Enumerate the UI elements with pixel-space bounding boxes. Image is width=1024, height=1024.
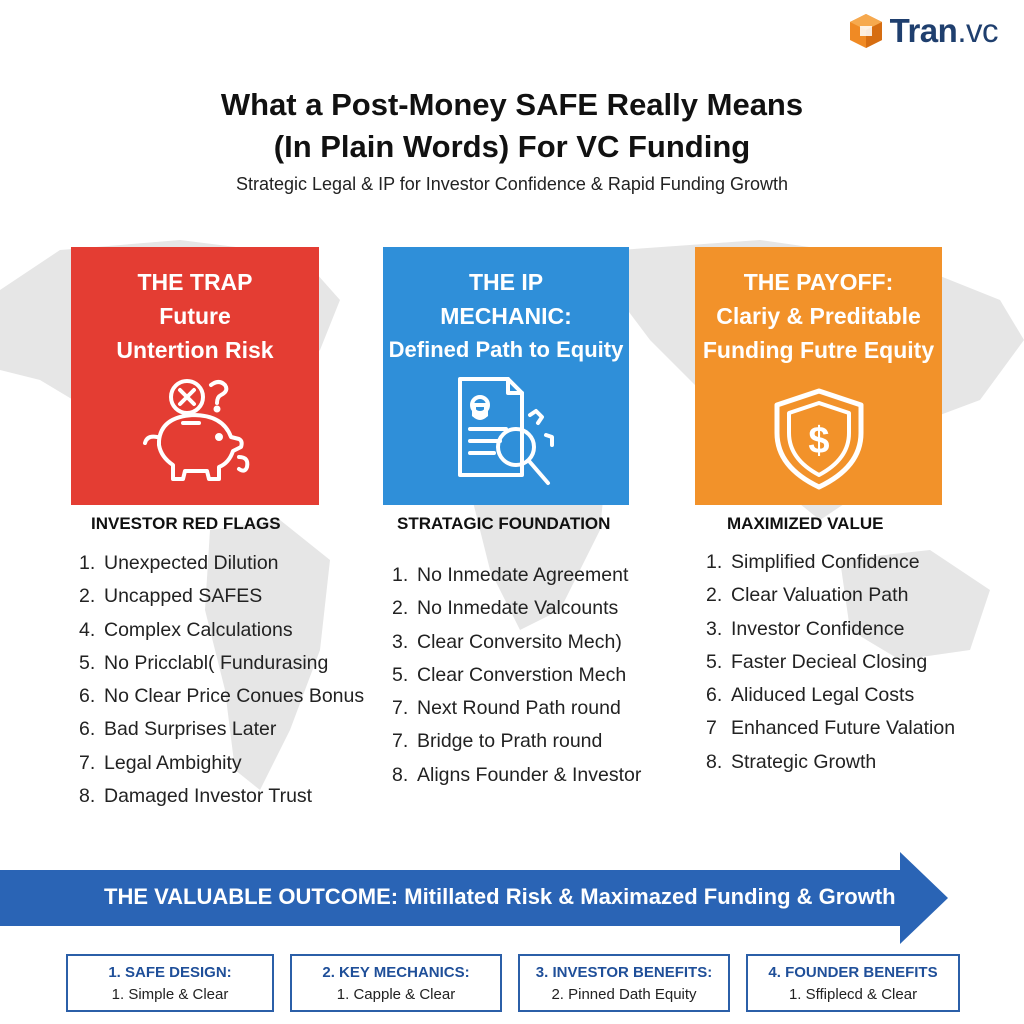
list-maximized-value (706, 546, 955, 779)
list-item: 3. Clear Conversito Mech) (392, 630, 622, 653)
list-red-flags (79, 547, 364, 813)
list-item: 7. Bridge to Prath round (392, 730, 603, 753)
title-line-1: What a Post-Money SAFE Really Means (220, 87, 804, 122)
box-title: 2. KEY MECHANICS: (322, 964, 470, 981)
summary-box-key-mechanics (290, 954, 502, 1012)
list-item: 1. Simplified Confidence (706, 551, 920, 573)
page-title (0, 84, 1024, 168)
banner-text: THE VALUABLE OUTCOME: Mitillated Risk & Maximazed Funding & Growth (104, 884, 896, 909)
list-item: 2. Clear Valuation Path (706, 584, 909, 607)
card-heading-line: Funding Futre Equity (702, 337, 935, 363)
logo-name: Tran (889, 12, 958, 49)
box-title: 3. INVESTOR BENEFITS: (535, 964, 713, 981)
list-foundation (392, 559, 641, 792)
box-title: 4. FOUNDER BENEFITS (768, 964, 938, 981)
list-item: 8. Aligns Founder & Investor (392, 763, 642, 786)
cube-logo-icon (848, 12, 884, 50)
logo-wordmark (890, 12, 998, 50)
outcome-arrow-banner (0, 852, 960, 944)
dollar-shield-icon (769, 387, 869, 491)
summary-box-founder-benefits (746, 954, 960, 1012)
list-item: 5. No Pricclabl( Fundurasing (79, 651, 329, 674)
card-heading-line: THE PAYOFF: (743, 269, 894, 295)
document-magnifier-gear-icon (446, 375, 566, 491)
card-heading-line: Clariy & Preditable (716, 303, 921, 329)
list-item: 5. Faster Decieal Closing (706, 650, 928, 673)
card-heading-line: MECHANIC: (440, 303, 572, 329)
list-item: 8. Strategic Growth (706, 750, 877, 773)
list-item: 8. Damaged Investor Trust (79, 785, 313, 808)
card-heading-line: Defined Path to Equity (388, 337, 624, 362)
column-heading-foundation: STRATAGIC FOUNDATION (397, 514, 611, 533)
list-item: 6. No Clear Price Conues Bonus (79, 685, 365, 708)
list-item: 1. Unexpected Dilution (79, 552, 279, 574)
list-item: 7 Enhanced Future Valation (706, 717, 956, 740)
list-item: 2. Uncapped SAFES (79, 585, 263, 608)
card-heading-line: Future (159, 303, 231, 329)
list-item: 3. Investor Confidence (706, 617, 905, 640)
title-line-2: (In Plain Words) For VC Funding (273, 129, 751, 164)
box-subtitle: 1. Sffiplecd & Clear (788, 986, 918, 1003)
column-heading-maximized-value: MAXIMIZED VALUE (727, 514, 884, 533)
list-item: 7. Legal Ambighity (79, 751, 242, 774)
piggy-bank-x-icon (135, 375, 255, 485)
card-heading-line: Untertion Risk (116, 337, 274, 363)
column-heading-red-flags: INVESTOR RED FLAGS (91, 514, 281, 533)
svg-text:$: $ (807, 420, 830, 462)
card-heading-line: THE IP (468, 269, 544, 295)
page-subtitle: Strategic Legal & IP for Investor Confidence & Rapid Funding Growth (236, 174, 788, 194)
summary-box-safe-design (66, 954, 274, 1012)
box-subtitle: 1. Simple & Clear (111, 986, 229, 1003)
list-item: 2. No Inmedate Valcounts (392, 597, 619, 620)
list-item: 6. Aliduced Legal Costs (706, 684, 915, 707)
card-heading-line: THE TRAP (137, 269, 253, 295)
list-item: 7. Next Round Path round (392, 697, 621, 720)
summary-box-investor-benefits (518, 954, 730, 1012)
list-item: 5. Clear Converstion Mech (392, 663, 627, 686)
box-subtitle: 2. Pinned Dath Equity (551, 986, 697, 1003)
list-item: 4. Complex Calculations (79, 618, 293, 641)
logo-suffix: .vc (957, 12, 998, 49)
list-item: 6. Bad Surprises Later (79, 718, 277, 741)
card-the-payoff (695, 247, 942, 505)
box-title: 1. SAFE DESIGN: (108, 964, 232, 981)
list-item: 1. No Inmedate Agreement (392, 564, 629, 586)
card-the-trap (71, 247, 319, 505)
card-the-ip-mechanic (383, 247, 629, 505)
tran-vc-logo[interactable] (848, 12, 998, 50)
box-subtitle: 1. Capple & Clear (336, 986, 456, 1003)
